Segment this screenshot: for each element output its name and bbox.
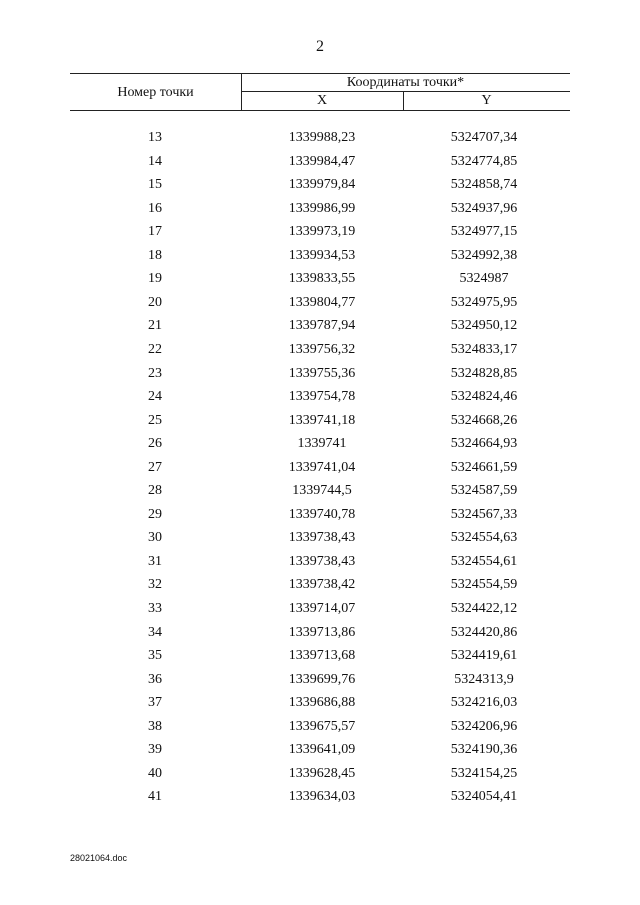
cell-y: 5324833,17 <box>450 341 518 357</box>
table-row <box>0 740 640 764</box>
cell-point-number: 13 <box>148 130 162 145</box>
cell-y: 5324950,12 <box>450 318 518 334</box>
cell-point-number: 41 <box>148 789 162 805</box>
cell-point-number: 34 <box>148 624 162 640</box>
table-row <box>0 552 640 576</box>
cell-point-number: 31 <box>148 553 162 569</box>
cell-y: 5324206,96 <box>450 718 518 734</box>
cell-x: 1339675,57 <box>288 718 356 734</box>
cell-y: 5324567,33 <box>450 506 518 522</box>
cell-x: 1339979,84 <box>288 177 356 193</box>
cell-point-number: 38 <box>148 718 162 734</box>
cell-x: 1339740,78 <box>288 506 356 522</box>
cell-y: 5324419,61 <box>450 648 518 664</box>
cell-x: 1339787,94 <box>288 318 356 334</box>
cell-y: 5324664,93 <box>450 436 518 452</box>
cell-point-number: 40 <box>148 765 162 781</box>
table-row <box>0 717 640 741</box>
cell-x: 1339988,23 <box>288 130 356 145</box>
cell-x: 1339738,43 <box>288 530 356 546</box>
cell-x: 1339986,99 <box>288 200 356 216</box>
cell-point-number: 39 <box>148 742 162 758</box>
cell-point-number: 29 <box>148 506 162 522</box>
cell-y: 5324154,25 <box>450 765 518 781</box>
cell-y: 5324668,26 <box>450 412 518 428</box>
table-row <box>0 340 640 364</box>
cell-x: 1339628,45 <box>288 765 356 781</box>
cell-y: 5324554,59 <box>450 577 518 593</box>
cell-y: 5324975,95 <box>450 294 518 310</box>
cell-point-number: 25 <box>148 412 162 428</box>
cell-point-number: 17 <box>148 224 162 240</box>
table-row <box>0 175 640 199</box>
cell-point-number: 15 <box>148 177 162 193</box>
table-row <box>0 599 640 623</box>
cell-point-number: 18 <box>148 247 162 263</box>
cell-y: 5324824,46 <box>450 389 518 405</box>
table-row <box>0 670 640 694</box>
cell-point-number: 28 <box>148 483 162 499</box>
table-row <box>0 222 640 246</box>
table-row <box>0 128 640 152</box>
cell-x: 1339738,42 <box>288 577 356 593</box>
cell-y: 5324422,12 <box>450 601 518 616</box>
cell-y: 5324828,85 <box>450 365 518 381</box>
cell-y: 5324587,59 <box>450 483 518 499</box>
header-top-rule <box>70 73 570 74</box>
cell-y: 5324707,34 <box>450 130 518 145</box>
header-y: Y <box>481 93 492 108</box>
table-row <box>0 505 640 529</box>
cell-y: 5324054,41 <box>450 789 518 805</box>
cell-point-number: 21 <box>148 318 162 334</box>
cell-point-number: 36 <box>148 671 162 687</box>
cell-point-number: 37 <box>148 695 162 711</box>
cell-x: 1339754,78 <box>288 389 356 405</box>
table-row <box>0 623 640 647</box>
cell-point-number: 16 <box>148 200 162 216</box>
cell-x: 1339984,47 <box>288 153 356 169</box>
cell-x: 1339738,43 <box>288 553 356 569</box>
cell-point-number: 23 <box>148 365 162 381</box>
cell-point-number: 33 <box>148 601 162 616</box>
table-row <box>0 411 640 435</box>
cell-point-number: 22 <box>148 341 162 357</box>
table-row <box>0 387 640 411</box>
cell-point-number: 27 <box>148 459 162 475</box>
cell-point-number: 19 <box>148 271 162 287</box>
cell-point-number: 20 <box>148 294 162 310</box>
header-x: X <box>316 93 328 108</box>
cell-x: 1339634,03 <box>288 789 356 805</box>
table-row <box>0 458 640 482</box>
header-bottom-rule <box>70 110 570 111</box>
cell-point-number: 35 <box>148 648 162 664</box>
cell-x: 1339714,07 <box>288 601 356 616</box>
cell-x: 1339741,18 <box>288 412 356 428</box>
cell-y: 5324216,03 <box>450 695 518 711</box>
cell-y: 5324937,96 <box>450 200 518 216</box>
cell-y: 5324987 <box>459 271 509 287</box>
cell-x: 1339686,88 <box>288 695 356 711</box>
page-number: 2 <box>316 38 324 55</box>
table-row <box>0 646 640 670</box>
header-mid-rule <box>241 91 570 92</box>
table-row <box>0 199 640 223</box>
cell-x: 1339713,68 <box>288 648 356 664</box>
cell-point-number: 30 <box>148 530 162 546</box>
cell-x: 1339713,86 <box>288 624 356 640</box>
cell-x: 1339833,55 <box>288 271 356 287</box>
cell-x: 1339756,32 <box>288 341 356 357</box>
cell-y: 5324992,38 <box>450 247 518 263</box>
table-row <box>0 764 640 788</box>
cell-x: 1339755,36 <box>288 365 356 381</box>
cell-y: 5324420,86 <box>450 624 518 640</box>
cell-x: 1339699,76 <box>288 671 356 687</box>
table-row <box>0 152 640 176</box>
table-row <box>0 316 640 340</box>
cell-x: 1339641,09 <box>288 742 356 758</box>
table-row <box>0 293 640 317</box>
cell-x: 1339804,77 <box>288 294 356 310</box>
cell-x: 1339741 <box>297 436 347 452</box>
cell-y: 5324554,63 <box>450 530 518 546</box>
cell-y: 5324313,9 <box>454 671 514 687</box>
cell-y: 5324661,59 <box>450 459 518 475</box>
header-point-number: Номер точки <box>117 85 194 100</box>
table-row <box>0 575 640 599</box>
cell-y: 5324554,61 <box>450 553 518 569</box>
table-row <box>0 693 640 717</box>
table-row <box>0 246 640 270</box>
cell-x: 1339744,5 <box>292 483 352 499</box>
table-row <box>0 269 640 293</box>
table-row <box>0 364 640 388</box>
table-row <box>0 528 640 552</box>
cell-point-number: 24 <box>148 389 162 405</box>
cell-x: 1339934,53 <box>288 247 356 263</box>
footer-filename: 28021064.doc <box>70 853 128 863</box>
table-row <box>0 434 640 458</box>
cell-x: 1339973,19 <box>288 224 356 240</box>
cell-y: 5324858,74 <box>450 177 518 193</box>
cell-y: 5324977,15 <box>450 224 518 240</box>
cell-point-number: 26 <box>148 436 162 452</box>
cell-point-number: 32 <box>148 577 162 593</box>
header-coordinates: Координаты точки* <box>346 75 465 90</box>
cell-x: 1339741,04 <box>288 459 356 475</box>
table-row <box>0 481 640 505</box>
cell-y: 5324190,36 <box>450 742 518 758</box>
cell-y: 5324774,85 <box>450 153 518 169</box>
table-row <box>0 787 640 811</box>
cell-point-number: 14 <box>148 153 162 169</box>
